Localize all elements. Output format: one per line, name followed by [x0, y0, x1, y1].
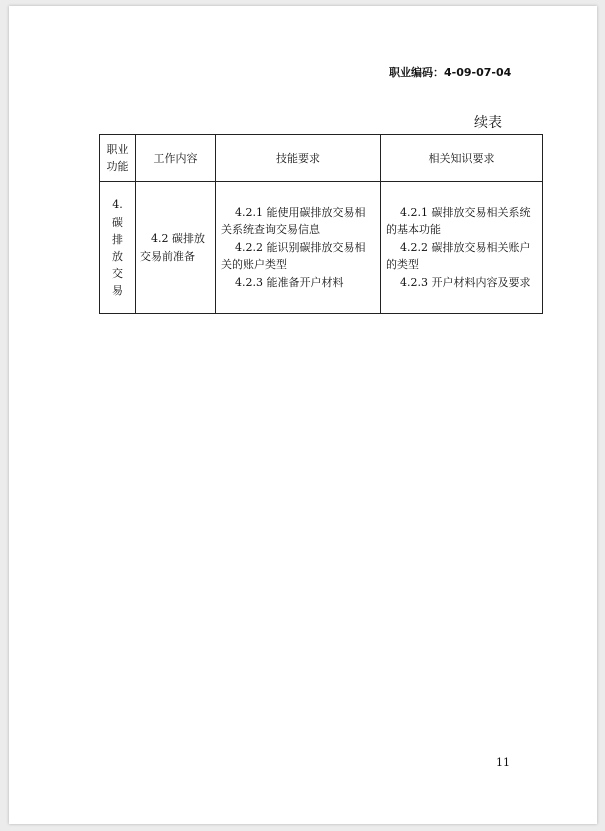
work-content-cell: 4.2 碳排放交易前准备: [136, 182, 216, 314]
skills-cell: [216, 182, 381, 314]
table-row: [100, 182, 543, 314]
continued-table-label: 续表: [474, 115, 502, 131]
knowledge-item: 4.2.3 开户材料内容及要求: [400, 275, 531, 289]
skill-item: 4.2.2 能识别碳排放交易相关的账户类型: [221, 240, 366, 272]
occupation-code: 职业编码：4-09-07-04: [389, 66, 512, 79]
header-work-content: 工作内容: [136, 135, 216, 182]
table-header-row: [100, 135, 543, 182]
skill-item: 4.2.3 能准备开户材料: [235, 275, 344, 289]
knowledge-item: 4.2.2 碳排放交易相关账户的类型: [386, 240, 531, 272]
skill-item: 4.2.1 能使用碳排放交易相关系统查询交易信息: [221, 205, 366, 237]
header-knowledge-requirements: 相关知识要求: [381, 135, 543, 182]
knowledge-item: 4.2.1 碳排放交易相关系统的基本功能: [386, 205, 531, 237]
requirements-table: [99, 134, 543, 314]
page-number: 11: [496, 756, 510, 769]
header-function: 职业功能: [100, 135, 136, 182]
document-page: [9, 6, 597, 824]
header-skill-requirements: 技能要求: [216, 135, 381, 182]
function-name: 碳排放交易: [112, 215, 123, 297]
function-cell: [100, 182, 136, 314]
knowledge-cell: [381, 182, 543, 314]
function-number: 4.: [112, 198, 123, 211]
